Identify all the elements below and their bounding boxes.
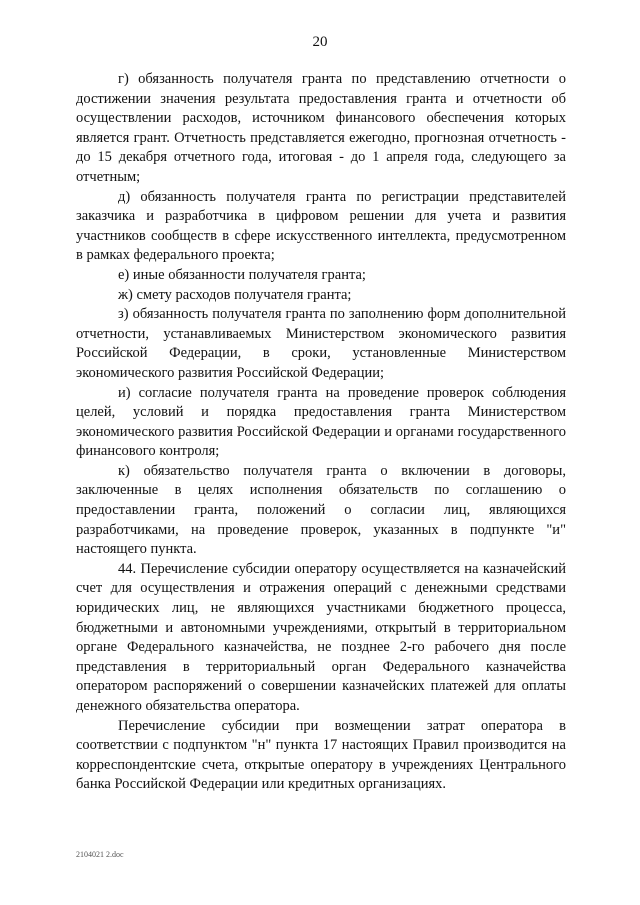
paragraph-zh: ж) смету расходов получателя гранта; xyxy=(118,286,352,303)
document-body xyxy=(76,70,566,795)
paragraph-d: д) обязанность получателя гранта по регистрации представителей заказчика и разработчика в цифровом решении для учета и развития участников сообществ в сфере искусственного интеллекта, предусмотренном в рамках федерального проекта; xyxy=(76,188,566,264)
paragraph-44: 44. Перечисление субсидии оператору осуществляется на казначейский счет для осуществления и отражения операций с денежными средствами юридических лиц, не являющихся участниками бюджетного процесса, бюджетными и автономными учреждениями, открытый в территориальном органе Федерального казначейства, не позднее 2-го рабочего дня после представления в территориальный орган Федерального казначейства оператором распоряжений о совершении казначейских платежей для оплаты денежного обязательства оператора. xyxy=(76,560,566,714)
paragraph-subsidy-transfer: Перечисление субсидии при возмещении затрат оператора в соответствии с подпунктом "н" пункта 17 настоящих Правил производится на корреспондентские счета, открытые оператору в учреждениях Центрального банка Российской Федерации или кредитных организациях. xyxy=(76,717,566,793)
file-name-footer: 2104021 2.doc xyxy=(76,850,124,859)
paragraph-z: з) обязанность получателя гранта по заполнению форм дополнительной отчетности, устанавливаемых Министерством экономического развития Российской Федерации, в сроки, установленные Министерством экономического развития Российской Федерации; xyxy=(76,306,566,381)
paragraph-k: к) обязательство получателя гранта о включении в договоры, заключенные в целях исполнения обязательств по соглашению о предоставлении гранта, положений о согласии лиц, являющихся разработчиками, на проведение проверок, указанных в подпункте "и" настоящего пункта. xyxy=(76,462,566,558)
paragraph-g: г) обязанность получателя гранта по представлению отчетности о достижении значения результата предоставления гранта и отчетности об осуществлении расходов, источником финансового обеспечения которых является грант. Отчетность представляется ежегодно, прогнозная отчетность - до 15 декабря отчетного года, итоговая - до 1 апреля года, следующего за отчетным; xyxy=(76,71,566,185)
paragraph-i: и) согласие получателя гранта на проведение проверок соблюдения целей, условий и порядка предоставления гранта Министерством экономического развития Российской Федерации и органами государственного финансового контроля; xyxy=(76,384,566,460)
paragraph-e: е) иные обязанности получателя гранта; xyxy=(118,266,366,283)
page-number: 20 xyxy=(312,34,328,50)
